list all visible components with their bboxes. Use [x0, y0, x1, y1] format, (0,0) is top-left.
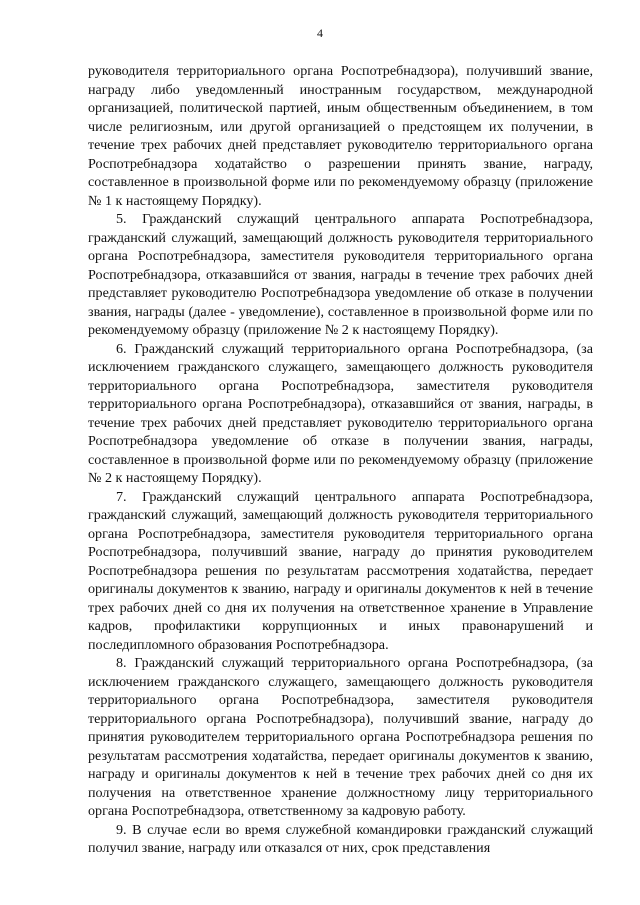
paragraph-item-8: 8. Гражданский служащий территориального органа Роспотребнадзора, (за исключением гражданского служащего, замещающего должность руководителя территориального органа Роспотребнадзора, заместителя руководителя территориального органа Роспотребнадзора), получивший звание, награду до принятия руководителем территориального органа Роспотребнадзора решения по результатам рассмотрения ходатайства, передает оригиналы документов к званию, награду и оригиналы документов к ней в течение трех рабочих дней со дня их получения на ответственное хранение должностному лицу территориального органа Роспотребнадзора, ответственному за кадровую работу. [88, 655, 593, 819]
paragraph-item-9: 9. В случае если во время служебной командировки гражданский служащий получил звание, награду или отказался от них, срок представления [88, 821, 593, 856]
paragraph-item-7: 7. Гражданский служащий центрального аппарата Роспотребнадзора, гражданский служащий, замещающий должность руководителя территориального органа Роспотребнадзора, заместителя руководителя территориального органа Роспотребнадзора, получивший звание, награду до принятия руководителем Роспотребнадзора решения по результатам рассмотрения ходатайства, передает оригиналы документов к званию, награду и оригиналы документов к ней в течение трех рабочих дней со дня их получения на ответственное хранение в Управление кадров, профилактики коррупционных и иных правонарушений и последипломного образования Роспотребнадзора. [88, 488, 593, 653]
paragraph-item-5: 5. Гражданский служащий центрального аппарата Роспотребнадзора, гражданский служащий, замещающий должность руководителя территориального органа Роспотребнадзора, заместителя руководителя территориального органа Роспотребнадзора, отказавшийся от звания, награды в течение трех рабочих дней представляет руководителю Роспотребнадзора уведомление об отказе в получении звания, награды (далее - уведомление), составленное в произвольной форме или по рекомендуемому образцу (приложение № 2 к настоящему Порядку). [88, 211, 593, 338]
paragraph-continuation: руководителя территориального органа Роспотребнадзора), получивший звание, награду либо уведомленный иностранным государством, международной организацией, политической партией, иным общественным объединением, в том числе религиозным, или другой организацией о предстоящем их получении, в течение трех рабочих дней представляет руководителю территориального органа Роспотребнадзора ходатайство о разрешении принять звание, награду, составленное в произвольной форме или по рекомендуемому образцу (приложение № 1 к настоящему Порядку). [88, 63, 593, 209]
paragraph-item-6: 6. Гражданский служащий территориального органа Роспотребнадзора, (за исключением гражданского служащего, замещающего должность руководителя территориального органа Роспотребнадзора, заместителя руководителя территориального органа Роспотребнадзора), отказавшийся от звания, награды, в течение трех рабочих дней представляет руководителю территориального органа Роспотребнадзора уведомление об отказе в получении звания, награды, составленное в произвольной форме или по рекомендуемому образцу (приложение № 2 к настоящему Порядку). [88, 340, 593, 486]
document-body [88, 62, 593, 858]
page-number: 4 [317, 26, 323, 40]
